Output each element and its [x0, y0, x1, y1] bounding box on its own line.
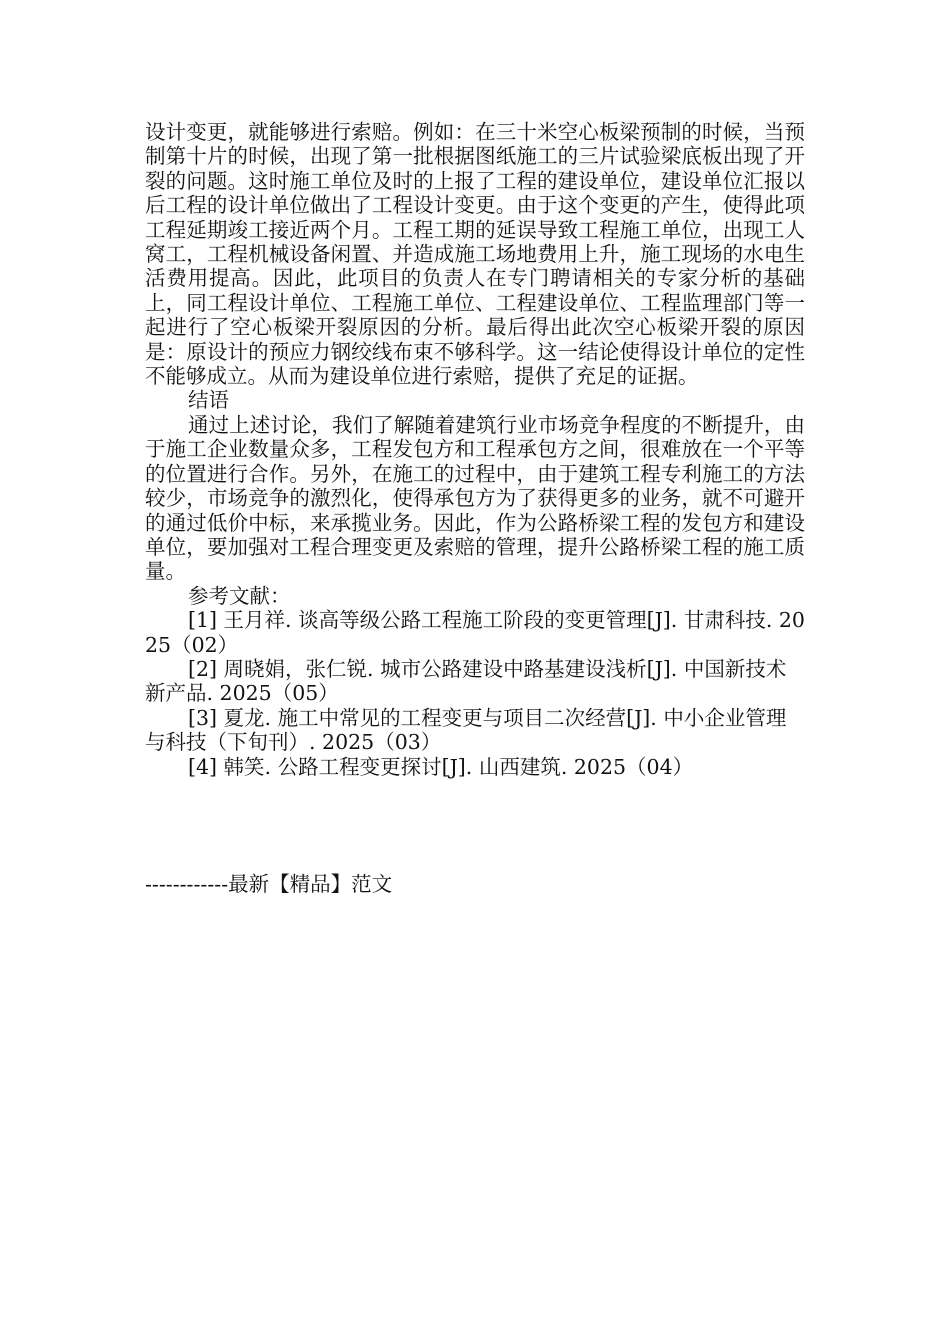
conclusion-heading: 结语 [188, 388, 229, 413]
reference-item-1: [1] 王月祥. 谈高等级公路工程施工阶段的变更管理[J]. 甘肃科技. 2025（02） [145, 608, 805, 657]
reference-item-3: [3] 夏龙. 施工中常见的工程变更与项目二次经营[J]. 中小企业管理与科技（下旬刊）. 2025（03） [145, 705, 787, 755]
references-heading: 参考文献： [188, 583, 291, 608]
reference-item-2: [2] 周晓娟，张仁锐. 城市公路建设中路基建设浅析[J]. 中国新技术新产品. 2025（05） [145, 656, 787, 706]
references-list [145, 608, 805, 779]
footer-note: ------------最新【精品】范文 [145, 872, 393, 896]
body-paragraph: 设计变更，就能够进行索赔。例如：在三十米空心板梁预制的时候，当预制第十片的时候，出现了第一批根据图纸施工的三片试验梁底板出现了开裂的问题。这时施工单位及时的上报了工程的建设单位，建设单位汇报以后工程的设计单位做出了工程设计变更。由于这个变更的产生，使得此项工程延期竣工接近两个月。工程工期的延误导致工程施工单位，出现工人窝工，工程机械设备闲置、并造成施工场地费用上升，施工现场的水电生活费用提高。因此，此项目的负责人在专门聘请相关的专家分析的基础上，同工程设计单位、工程施工单位、工程建设单位、工程监理部门等一起进行了空心板梁开裂原因的分析。最后得出此次空心板梁开裂的原因是：原设计的预应力钢绞线布束不够科学。这一结论使得设计单位的定性不能够成立。从而为建设单位进行索赔，提供了充足的证据。 [145, 120, 805, 389]
document-body [145, 120, 805, 779]
conclusion-paragraph: 通过上述讨论，我们了解随着建筑行业市场竞争程度的不断提升，由于施工企业数量众多，工程发包方和工程承包方之间，很难放在一个平等的位置进行合作。另外，在施工的过程中，由于建筑工程专利施工的方法较少，市场竞争的激烈化，使得承包方为了获得更多的业务，就不可避开的通过低价中标，来承揽业务。因此，作为公路桥梁工程的发包方和建设单位，要加强对工程合理变更及索赔的管理，提升公路桥梁工程的施工质量。 [145, 412, 805, 584]
reference-item-4: [4] 韩笑. 公路工程变更探讨[J]. 山西建筑. 2025（04） [188, 754, 694, 779]
